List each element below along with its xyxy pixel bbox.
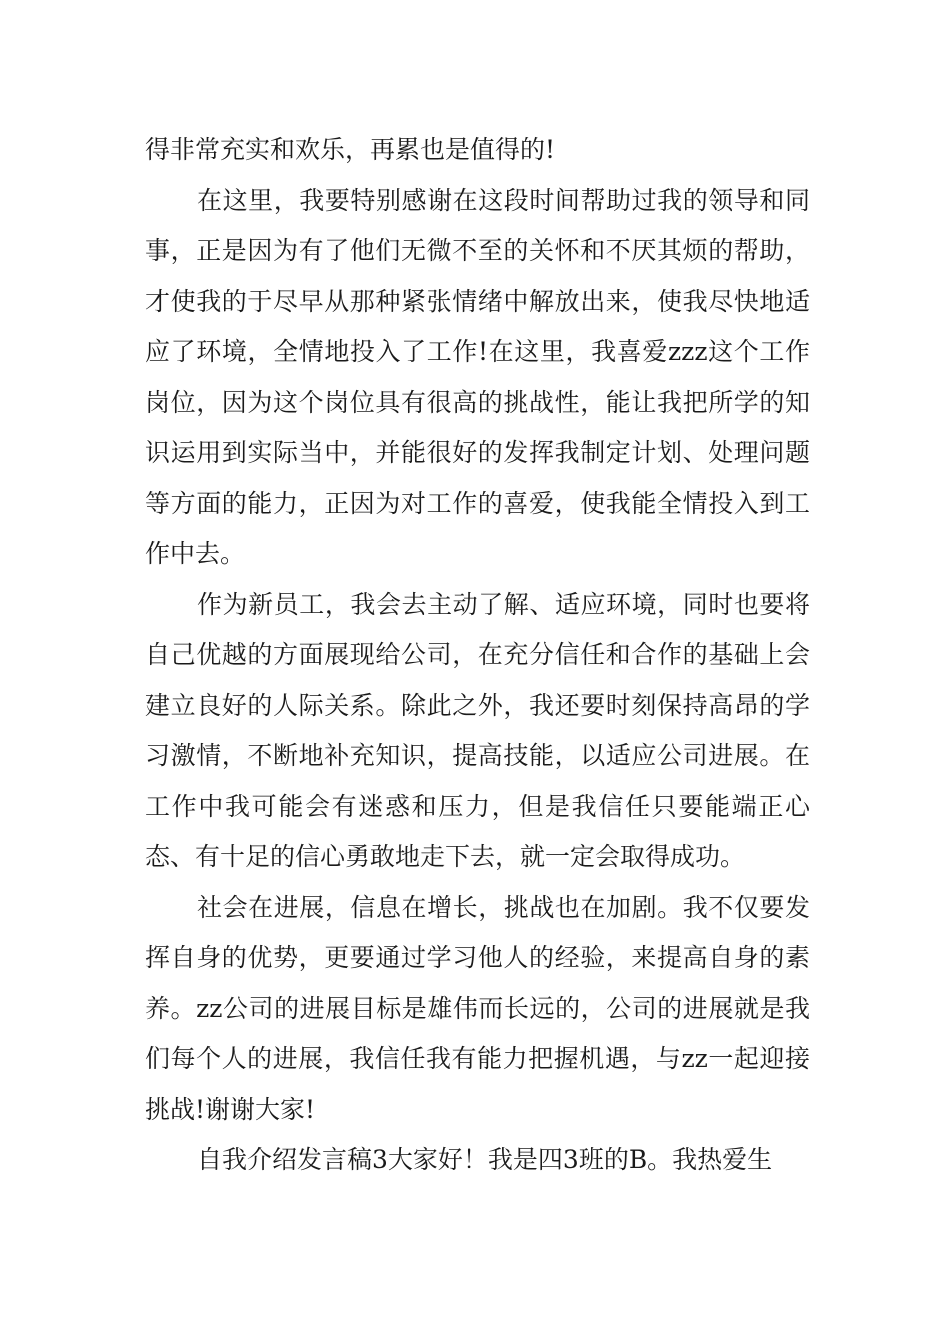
paragraph-new-employee: 作为新员工，我会去主动了解、适应环境，同时也要将自己优越的方面展现给公司，在充分信任和合作的基础上会建立良好的人际关系。除此之外，我还要时刻保持高昂的学习激情，不断地补充知识，提高技能，以适应公司进展。在工作中我可能会有迷惑和压力，但是我信任只要能端正心态、有十足的信心勇敢地走下去，就一定会取得成功。: [145, 589, 810, 871]
paragraph-self-introduction: 自我介绍发言稿3大家好！我是四3班的B。我热爱生: [197, 1145, 773, 1174]
document-body: [145, 125, 810, 1186]
paragraph-continuation: 得非常充实和欢乐，再累也是值得的!: [145, 135, 556, 164]
paragraph-thanks: 在这里，我要特别感谢在这段时间帮助过我的领导和同事，正是因为有了他们无微不至的关怀和不厌其烦的帮助，才使我的于尽早从那种紧张情绪中解放出来，使我尽快地适应了环境，全情地投入了工作!在这里，我喜爱zzz这个工作岗位，因为这个岗位具有很高的挑战性，能让我把所学的知识运用到实际当中，并能很好的发挥我制定计划、处理问题等方面的能力，正因为对工作的喜爱，使我能全情投入到工作中去。: [145, 185, 810, 568]
paragraph-society: 社会在进展，信息在增长，挑战也在加剧。我不仅要发挥自身的优势，更要通过学习他人的经验，来提高自身的素养。zz公司的进展目标是雄伟而长远的，公司的进展就是我们每个人的进展，我信任我有能力把握机遇，与zz一起迎接挑战!谢谢大家!: [145, 892, 810, 1124]
